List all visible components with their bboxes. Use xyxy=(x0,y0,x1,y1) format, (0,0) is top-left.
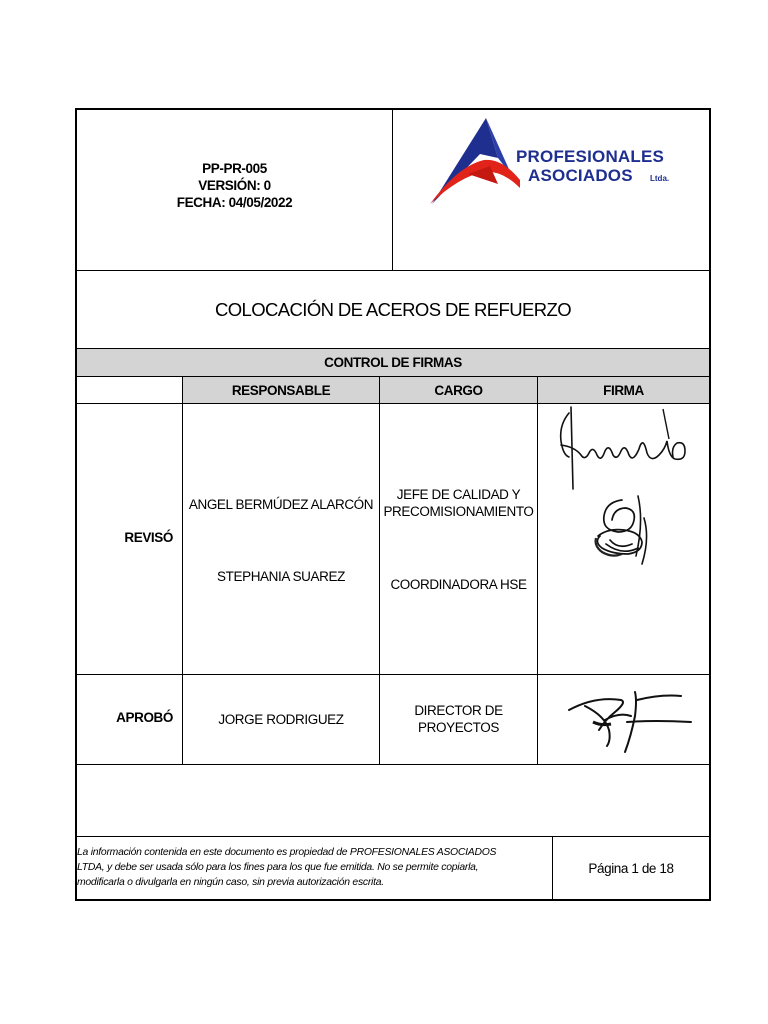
signature-image-3 xyxy=(565,686,695,756)
logo-text-line1: PROFESIONALES xyxy=(516,147,665,166)
signature-image-2 xyxy=(588,492,658,572)
footer-disclaimer-line2: LTDA, y debe ser usada sólo para los fines para los que fue emitida. No se permite copiarla, xyxy=(77,862,479,873)
column-header-cargo: CARGO xyxy=(434,382,483,398)
row-label-reviso: REVISÓ xyxy=(124,530,173,545)
document-code-block xyxy=(77,160,392,211)
logo-mountain-icon xyxy=(428,114,520,208)
logo-text-suffix: Ltda. xyxy=(650,174,670,183)
reviso-role-1 xyxy=(380,486,537,520)
reviso-name-1: ANGEL BERMÚDEZ ALARCÓN xyxy=(188,496,374,512)
page-number: Página 1 de 18 xyxy=(588,861,674,876)
document-version: VERSIÓN: 0 xyxy=(198,178,271,193)
aprobo-name: JORGE RODRIGUEZ xyxy=(218,711,344,727)
reviso-role-2: COORDINADORA HSE xyxy=(390,576,527,592)
signature-image-1 xyxy=(555,405,695,495)
footer-disclaimer xyxy=(77,845,551,890)
company-logo xyxy=(428,114,678,208)
document-title: COLOCACIÓN DE ACEROS DE REFUERZO xyxy=(215,299,571,320)
signatures-section-label: CONTROL DE FIRMAS xyxy=(324,355,462,370)
logo-text-line2: ASOCIADOS xyxy=(528,166,633,185)
reviso-name-2: STEPHANIA SUAREZ xyxy=(217,568,345,584)
aprobo-role-line1: DIRECTOR DE xyxy=(414,703,503,718)
column-header-responsable: RESPONSABLE xyxy=(231,382,331,398)
row-label-aprobo: APROBÓ xyxy=(116,710,173,725)
column-header-firma: FIRMA xyxy=(603,382,644,398)
reviso-role-1-line2: PRECOMISIONAMIENTO xyxy=(383,504,534,519)
document-date: FECHA: 04/05/2022 xyxy=(176,195,293,210)
aprobo-role-line2: PROYECTOS xyxy=(418,720,499,735)
footer-disclaimer-line1: La información contenida en este documento es propiedad de PROFESIONALES ASOCIADOS xyxy=(77,847,497,858)
document-code: PP-PR-005 xyxy=(202,161,267,176)
reviso-role-1-line1: JEFE DE CALIDAD Y xyxy=(396,487,521,502)
aprobo-role xyxy=(380,702,537,736)
footer-disclaimer-line3: modificarla o divulgarla en ningún caso, sin previa autorización escrita. xyxy=(77,877,384,888)
